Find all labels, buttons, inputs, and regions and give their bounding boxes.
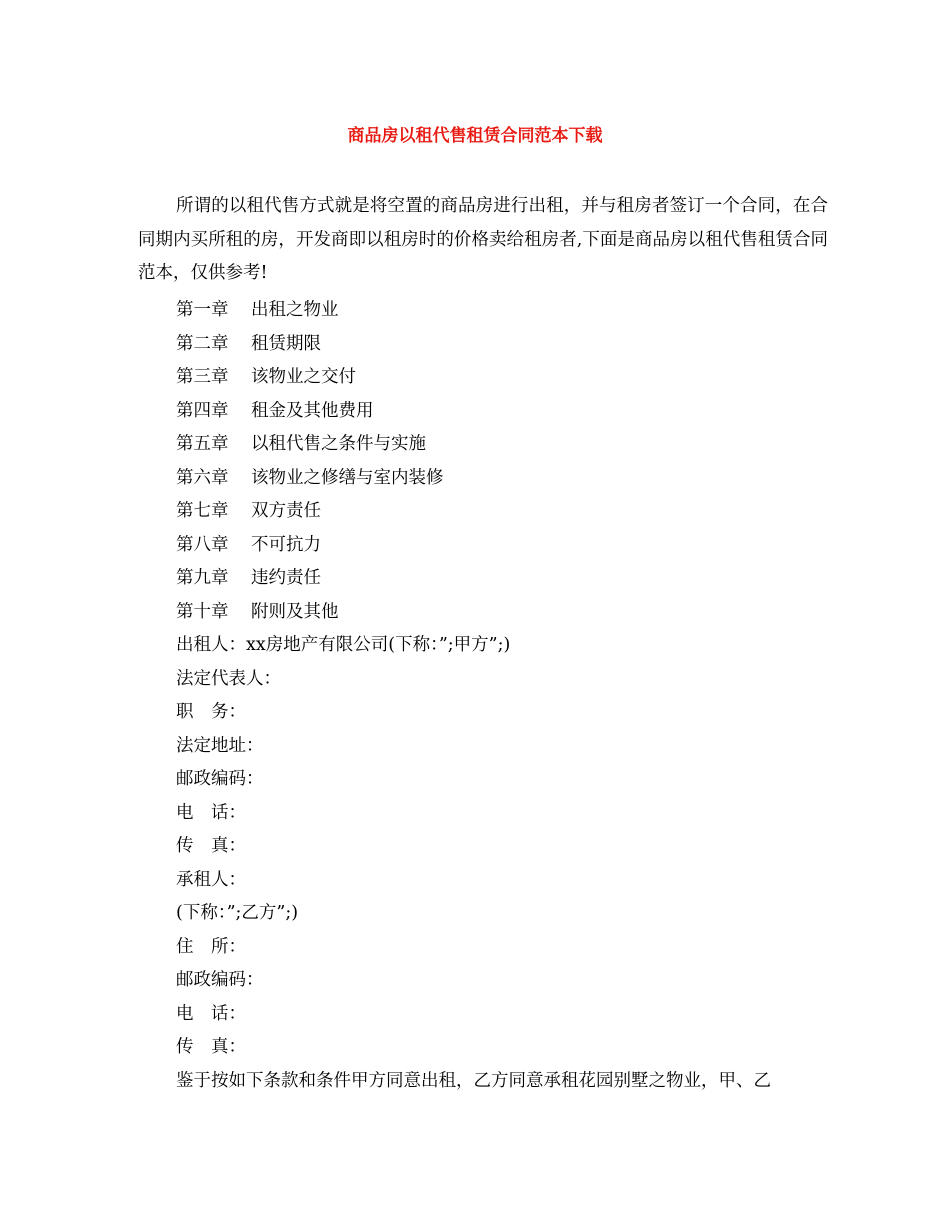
chapter-number: 第一章 bbox=[176, 300, 229, 320]
chapter-item bbox=[176, 529, 836, 563]
chapter-number: 第二章 bbox=[176, 333, 229, 354]
chapter-number: 第八章 bbox=[176, 534, 229, 555]
chapter-name: 附则及其他 bbox=[251, 601, 339, 622]
chapter-number: 第五章 bbox=[176, 434, 229, 454]
chapter-item bbox=[176, 328, 836, 362]
lessor-postcode-line: 邮政编码： bbox=[176, 769, 264, 789]
chapter-name: 不可抗力 bbox=[251, 534, 321, 555]
chapter-number: 第四章 bbox=[176, 400, 229, 421]
chapter-number: 第七章 bbox=[176, 501, 229, 521]
chapter-item bbox=[176, 562, 836, 596]
chapter-name: 该物业之交付 bbox=[251, 367, 356, 387]
chapter-name: 租赁期限 bbox=[251, 333, 321, 354]
chapter-number: 第三章 bbox=[176, 367, 229, 387]
lessor-position-line: 职 务： bbox=[176, 702, 246, 722]
lessor-name-line: 出租人：xx房地产有限公司(下称：”;甲方”;) bbox=[176, 635, 511, 655]
lessee-postcode-line: 邮政编码： bbox=[176, 970, 264, 990]
chapter-name: 该物业之修缮与室内装修 bbox=[251, 467, 444, 488]
intro-paragraph: 所谓的以租代售方式就是将空置的商品房进行出租，并与租房者签订一个合同，在合同期内买所租的房，开发商即以租房时的价格卖给租房者,下面是商品房以租代售租赁合同范本，仅供参考! bbox=[138, 196, 828, 283]
chapter-item bbox=[176, 462, 836, 496]
chapter-name: 以租代售之条件与实施 bbox=[251, 434, 426, 454]
lessee-fax-line: 传 真： bbox=[176, 1037, 246, 1057]
chapter-name: 租金及其他费用 bbox=[251, 400, 374, 421]
lessor-address-line: 法定地址： bbox=[176, 735, 264, 756]
document-title: 商品房以租代售租赁合同范本下载 bbox=[347, 126, 603, 146]
chapter-item bbox=[176, 596, 836, 630]
chapter-item bbox=[176, 294, 836, 328]
chapter-number: 第九章 bbox=[176, 568, 229, 588]
chapter-item bbox=[176, 361, 836, 395]
chapter-number: 第十章 bbox=[176, 601, 229, 622]
lessor-fax-line: 传 真： bbox=[176, 836, 246, 856]
lessor-representative-line: 法定代表人： bbox=[176, 668, 281, 689]
lessee-phone-line: 电 话： bbox=[176, 1003, 246, 1024]
lessee-residence-line: 住 所： bbox=[176, 936, 246, 957]
chapter-name: 出租之物业 bbox=[251, 300, 339, 320]
chapter-item bbox=[176, 495, 836, 529]
closing-line: 鉴于按如下条款和条件甲方同意出租，乙方同意承租花园别墅之物业，甲、乙 bbox=[176, 1070, 771, 1091]
chapter-item bbox=[176, 428, 836, 462]
chapter-name: 违约责任 bbox=[251, 568, 321, 588]
chapter-number: 第六章 bbox=[176, 467, 229, 488]
chapter-name: 双方责任 bbox=[251, 501, 321, 521]
lessee-name-line: 承租人： bbox=[176, 869, 246, 890]
contract-body bbox=[176, 294, 836, 1098]
lessee-alias-line: (下称：”;乙方”;) bbox=[176, 903, 299, 923]
lessor-phone-line: 电 话： bbox=[176, 802, 246, 823]
chapter-item bbox=[176, 395, 836, 429]
